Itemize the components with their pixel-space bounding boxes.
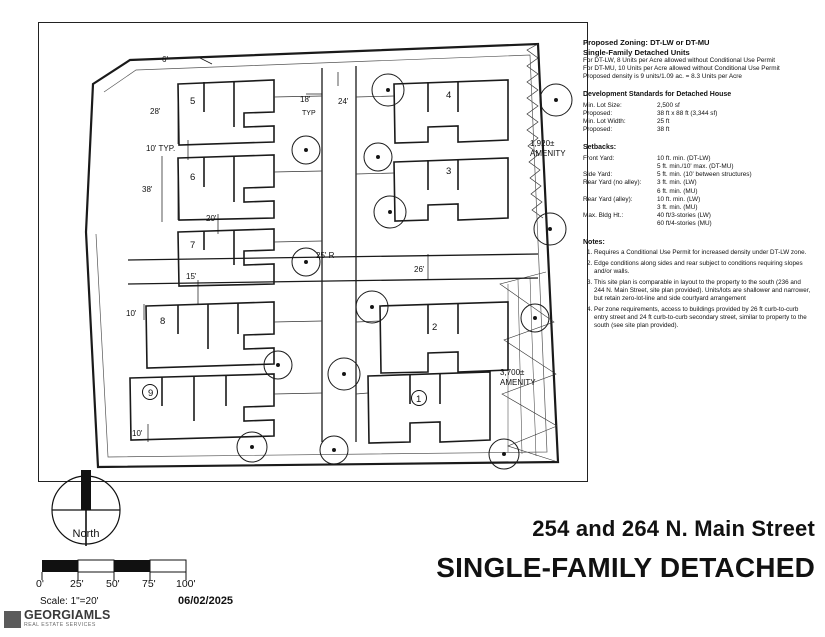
standards-key: Min. Lot Size:	[583, 101, 622, 109]
watermark-tagline: REAL ESTATE SERVICES	[24, 622, 96, 628]
setback-row	[583, 163, 811, 171]
standards-row	[583, 102, 811, 110]
scale-tick-0: 0'	[36, 578, 44, 590]
site-plan-drawing	[38, 22, 586, 480]
setback-key	[583, 220, 657, 228]
setback-value: 10 ft. min. (DT-LW)	[657, 154, 711, 162]
svg-text:8: 8	[160, 316, 166, 327]
setback-key	[583, 204, 657, 212]
svg-text:9: 9	[148, 388, 154, 399]
zoning-line-1: Proposed Zoning: DT-LW or DT-MU	[583, 38, 710, 47]
scale-text: Scale: 1"=20'	[40, 596, 99, 607]
setback-row	[583, 179, 811, 187]
setback-key	[583, 188, 657, 196]
scale-tick-75: 75'	[142, 578, 156, 590]
svg-text:38': 38'	[142, 185, 153, 194]
svg-text:2: 2	[432, 322, 438, 333]
setback-row	[583, 188, 811, 196]
setback-value: 10 ft. min. (LW)	[657, 195, 701, 203]
scale-tick-25: 25'	[70, 578, 84, 590]
standards-title: Development Standards for Detached House	[583, 91, 732, 99]
svg-text:7: 7	[190, 240, 196, 251]
setbacks-block	[583, 143, 811, 228]
standards-row	[583, 118, 811, 126]
watermark-square-icon	[4, 611, 21, 628]
svg-text:6: 6	[190, 172, 196, 183]
setback-value: 5 ft. min. (10' between structures)	[657, 171, 752, 179]
svg-text:3,700±: 3,700±	[500, 368, 525, 377]
setback-key: Front Yard:	[583, 154, 615, 162]
svg-text:4: 4	[446, 90, 452, 101]
svg-text:3: 3	[446, 166, 452, 177]
note-item: 4. Per zone requirements, access to buildings provided by 26 ft curb-to-curb entry street and 24 ft curb-to-curb secondary street, similar to property to the south (see site plan provided).	[594, 306, 811, 330]
svg-text:18': 18'	[300, 95, 311, 104]
setback-key: Rear Yard (no alley):	[583, 179, 642, 187]
setback-value: 60 ft/4-stories (MU)	[657, 220, 712, 228]
plan-date: 06/02/2025	[178, 595, 234, 607]
standards-key: Proposed:	[583, 126, 613, 134]
standards-value: 38 ft	[657, 126, 670, 134]
standards-row	[583, 110, 811, 118]
zoning-line-2: Single-Family Detached Units	[583, 47, 690, 57]
scale-tick-100: 100'	[176, 578, 196, 590]
setback-value: 3 ft. min. (MU)	[657, 204, 698, 212]
title-address: 254 and 264 N. Main Street	[532, 516, 815, 541]
setback-row	[583, 212, 811, 220]
general-notes-block	[583, 238, 811, 330]
svg-text:AMENITY: AMENITY	[530, 149, 566, 158]
standards-value: 38 ft x 88 ft (3,344 sf)	[657, 109, 718, 117]
svg-text:10': 10'	[132, 429, 143, 438]
note-item: 2. Edge conditions along sides and rear subject to conditions requiring slopes and/or walls.	[594, 260, 811, 276]
svg-text:1,920±: 1,920±	[530, 139, 555, 148]
north-label: North	[72, 528, 100, 540]
scale-tick-50: 50'	[106, 578, 120, 590]
setback-value: 40 ft/3-stories (LW)	[657, 212, 711, 220]
standards-key: Min. Lot Width:	[583, 118, 626, 125]
svg-text:26': 26'	[414, 265, 425, 274]
setback-row	[583, 171, 811, 179]
zoning-block	[583, 38, 811, 81]
standards-value: 2,500 sf	[657, 101, 680, 109]
watermark-brand	[24, 609, 110, 622]
setback-key: Rear Yard (alley):	[583, 195, 633, 203]
watermark-brand-b: MLS	[83, 608, 111, 622]
note-item: 1. Requires a Conditional Use Permit for increased density under DT-LW zone.	[594, 249, 811, 257]
setback-key: Side Yard:	[583, 171, 613, 179]
svg-text:25' R: 25' R	[316, 251, 335, 260]
zoning-line-4: For DT-MU, 10 Units per Acre allowed without Conditional Use Permit	[583, 65, 780, 73]
svg-text:10' TYP.: 10' TYP.	[146, 144, 176, 153]
standards-block	[583, 90, 811, 134]
svg-text:15': 15'	[186, 272, 197, 281]
zoning-line-5: Proposed density is 9 units/1.09 ac. = 8.3 Units per Acre	[583, 73, 742, 81]
svg-text:20': 20'	[206, 214, 217, 223]
svg-text:AMENITY: AMENITY	[500, 378, 536, 387]
watermark-logo	[4, 609, 110, 629]
setback-value: 3 ft. min. (LW)	[657, 179, 697, 187]
svg-text:6': 6'	[162, 55, 168, 64]
standards-row	[583, 126, 811, 134]
standards-value: 25 ft	[657, 118, 670, 125]
watermark-brand-a: GEORGIA	[24, 608, 84, 622]
setback-value: 6 ft. min. (MU)	[657, 187, 698, 195]
note-item: 3. This site plan is comparable in layout to the property to the south (236 and 244 N. Main Street, site plan provided). Units/lots are shallower and narrower, but retain zero-lot-line and side courtyard arrangement	[594, 279, 811, 303]
setback-row	[583, 220, 811, 228]
setback-row	[583, 204, 811, 212]
setback-value: 5 ft. min./10' max. (DT-MU)	[657, 163, 734, 171]
setback-row	[583, 155, 811, 163]
svg-text:28': 28'	[150, 107, 161, 116]
north-arrow-icon	[38, 462, 134, 560]
zoning-line-3: For DT-LW, 8 Units per Acre allowed without Conditional Use Permit	[583, 57, 776, 65]
setbacks-title: Setbacks:	[583, 144, 617, 152]
notes-title: Notes:	[583, 238, 605, 246]
setback-key: Max. Bldg Ht.:	[583, 212, 624, 220]
scale-tick-labels	[34, 578, 234, 592]
svg-text:TYP: TYP	[302, 110, 316, 117]
standards-key: Proposed:	[583, 109, 613, 117]
setback-row	[583, 196, 811, 204]
svg-text:5: 5	[190, 96, 196, 107]
svg-text:1: 1	[416, 394, 422, 405]
svg-text:24': 24'	[338, 97, 349, 106]
svg-text:10': 10'	[126, 309, 137, 318]
notes-panel	[583, 38, 811, 339]
plan-graphics	[38, 22, 586, 480]
title-main: SINGLE-FAMILY DETACHED	[436, 552, 815, 583]
setback-key	[583, 163, 657, 171]
notes-list	[583, 249, 811, 330]
